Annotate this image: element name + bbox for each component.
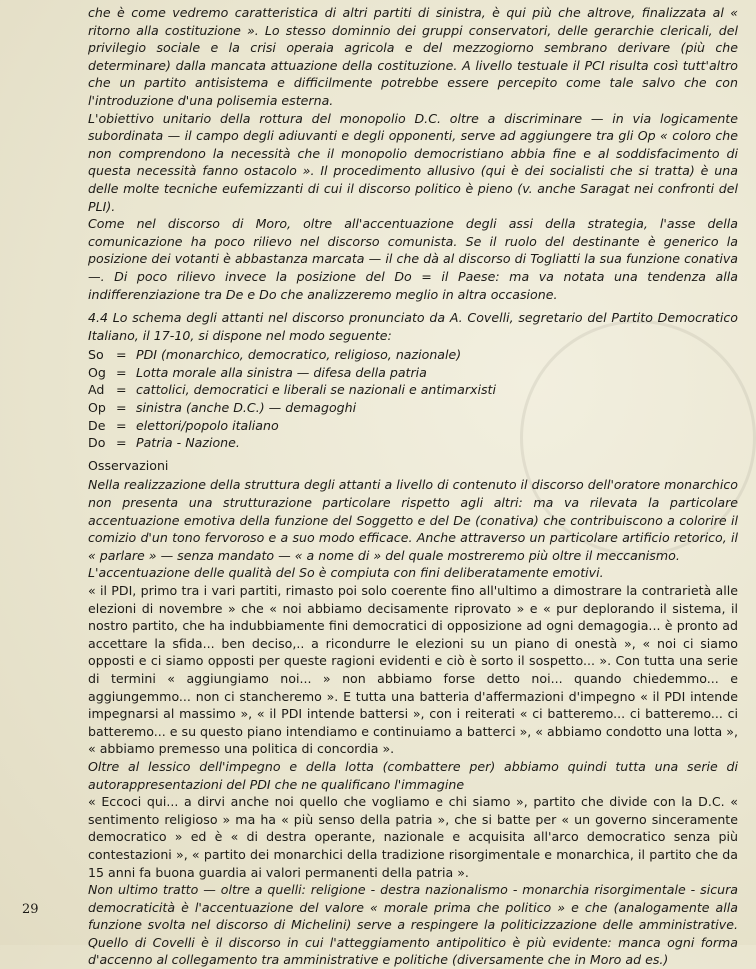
attante-value: sinistra (anche D.C.) — demagoghi <box>136 400 357 416</box>
equals-sign: = <box>116 347 127 363</box>
attante-code: Do <box>88 435 106 451</box>
paragraph-ultimo-tratto: Non ultimo tratto — oltre a quelli: religione - destra nazionalismo - monarchia risorgimentale - sicura democraticità è l'accentuazione del valore « morale prima che politico » e che (analogamente alla funzione svolta nel discorso di Michelini) serve a respingere la politicizzazione delle amministrative. Quello di Covelli è il discorso in cui l'atteggiamento antipolitico è più evidente: manca ogni forma d'accenno al collegamento tra amministrative e politiche (diversamente che in Moro ad es.) <box>88 882 738 968</box>
attante-code: So <box>88 347 104 363</box>
attante-row-og <box>88 364 738 382</box>
section-4-4-intro: 4.4 Lo schema degli attanti nel discorso pronunciato da A. Covelli, segretario del Partito Democratico Italiano, il 17-10, si dispone nel modo seguente: <box>88 310 738 343</box>
attante-code: Op <box>88 400 106 416</box>
attante-row-so <box>88 346 738 364</box>
attante-row-op <box>88 399 738 417</box>
equals-sign: = <box>116 417 127 433</box>
section-heading-osservazioni: Osservazioni <box>88 457 169 473</box>
attante-row-ad <box>88 381 738 399</box>
paragraph-moro-comparison: Come nel discorso di Moro, oltre all'accentuazione degli assi della strategia, l'asse della comunicazione ha poco rilievo nel discorso comunista. Se il ruolo del destinante è generico la posizione dei votanti è abbastanza marcata — il che dà al discorso di Togliatti la sua funzione conativa —. Di poco rilievo invece la posizione del Do = il Paese: ma va notata una tendenza alla indifferenziazione tra De e Do che analizzeremo meglio in altra occasione. <box>88 216 738 302</box>
attante-value: Lotta morale alla sinistra — difesa della patria <box>136 364 427 380</box>
attante-value: Patria - Nazione. <box>136 435 240 451</box>
paragraph-quote-eccoci: « Eccoci qui... a dirvi anche noi quello che vogliamo e chi siamo », partito che divide con la D.C. « sentimento religioso » ma ha « più senso della patria », che si batte per « un governo sinceramente democratico » ed è « di destra operante, nazionale e acquisita all'arco democratico senza più contestazioni », « partito dei monarchici della tradizione risorgimentale e monarchica, il partito che da 15 anni fa buona guardia ai valori permanenti della patria ». <box>88 794 738 880</box>
attante-code: De <box>88 417 106 433</box>
equals-sign: = <box>116 400 127 416</box>
page-number: 29 <box>22 902 39 917</box>
attante-value: elettori/popolo italiano <box>136 417 279 433</box>
attante-row-de <box>88 417 738 435</box>
paragraph-lessico-impegno: Oltre al lessico dell'impegno e della lotta (combattere per) abbiamo quindi tutta una serie di autorappresentazioni del PDI che ne qualificano l'immagine <box>88 758 738 792</box>
paragraph-monopolio-dc: L'obiettivo unitario della rottura del monopolio D.C. oltre a discriminare — in via logicamente subordinata — il campo degli adiuvanti e degli opponenti, serve ad aggiungere tra gli Op « coloro che non comprendono la necessità che il monopolio democristiano abbia fine e al soddisfacimento di questa necessità fanno ostacolo ». Il procedimento allusivo (qui è dei socialisti che si tratta) è una delle molte tecniche eufemizzanti di cui il discorso politico è pieno (v. anche Saragat nei confronti del PLI). <box>88 110 738 214</box>
document-page <box>88 4 738 969</box>
paragraph-quote-pdi: « il PDI, primo tra i vari partiti, rimasto poi solo coerente fino all'ultimo a dimostrare la contrarietà alle elezioni di novembre » che « noi abbiamo decisamente riprovato » e « pur deplorando il sistema, il nostro partito, che ha indubbiamente fini democratici di opposizione ad ogni demagogia... è pronto ad accettare la sfida... ben deciso,.. a ricondurre le elezioni su un piano di onestà », « noi ci siamo opposti e ci siamo opposti per queste ragioni evidenti e ciò è sorto il sospetto... ». Con tutta una serie di termini « aggiungiamo noi... » non abbiamo forse detto noi... quando chiedemmo... e aggiungemmo... non ci stancheremo ». E tutta una batteria d'affermazioni d'impegno « il PDI intende impegnarsi al massimo », « il PDI intende battersi », con i reiterati « ci batteremo... ci batteremo... ci batteremo... e su questo piano intendiamo e continuiamo a batterci », « abbiamo condotto una lotta », « abbiamo premesso una politica di concordia ». <box>88 583 738 757</box>
attante-value: PDI (monarchico, democratico, religioso, nazionale) <box>136 347 462 363</box>
paragraph-pci-costituzione: che è come vedremo caratteristica di altri partiti di sinistra, è qui più che altrove, finalizzata al « ritorno alla costituzione ». Lo stesso dominnio dei gruppi conservatori, delle gerarchie clericali, del privilegio sociale e la crisi operaia agricola e del mezzogiorno sembrano derivare (più che determinare) dalla mancata attuazione della costituzione. A livello testuale il PCI risulta così tutt'altro che un partito antisistema e difficilmente potrebbe essere percepito come tale salvo che con l'introduzione d'una polisemia esterna. <box>88 5 738 108</box>
paragraph-qualita-so: L'accentuazione delle qualità del So è compiuta con fini deliberatamente emotivi. <box>88 565 604 581</box>
equals-sign: = <box>116 382 127 398</box>
equals-sign: = <box>116 435 127 451</box>
attante-code: Ad <box>88 382 105 398</box>
attante-value: cattolici, democratici e liberali se nazionali e antimarxisti <box>136 382 496 398</box>
paragraph-struttura-attanti: Nella realizzazione della struttura degli attanti a livello di contenuto il discorso dell'oratore monarchico non presenta una strutturazione particolare rispetto agli altri: ma va rilevata la particolare accentuazione emotiva della funzione del Soggetto e del De (conativa) che contribuiscono a colorire il comizio d'un tono fervoroso e a suo modo efficace. Anche attraverso un particolare artificio retorico, il « parlare » — senza mandato — « a nome di » del quale mostreremo più oltre il meccanismo. <box>88 477 738 563</box>
attante-row-do <box>88 434 738 452</box>
attante-code: Og <box>88 364 106 380</box>
equals-sign: = <box>116 364 127 380</box>
attanti-schema <box>88 346 738 452</box>
